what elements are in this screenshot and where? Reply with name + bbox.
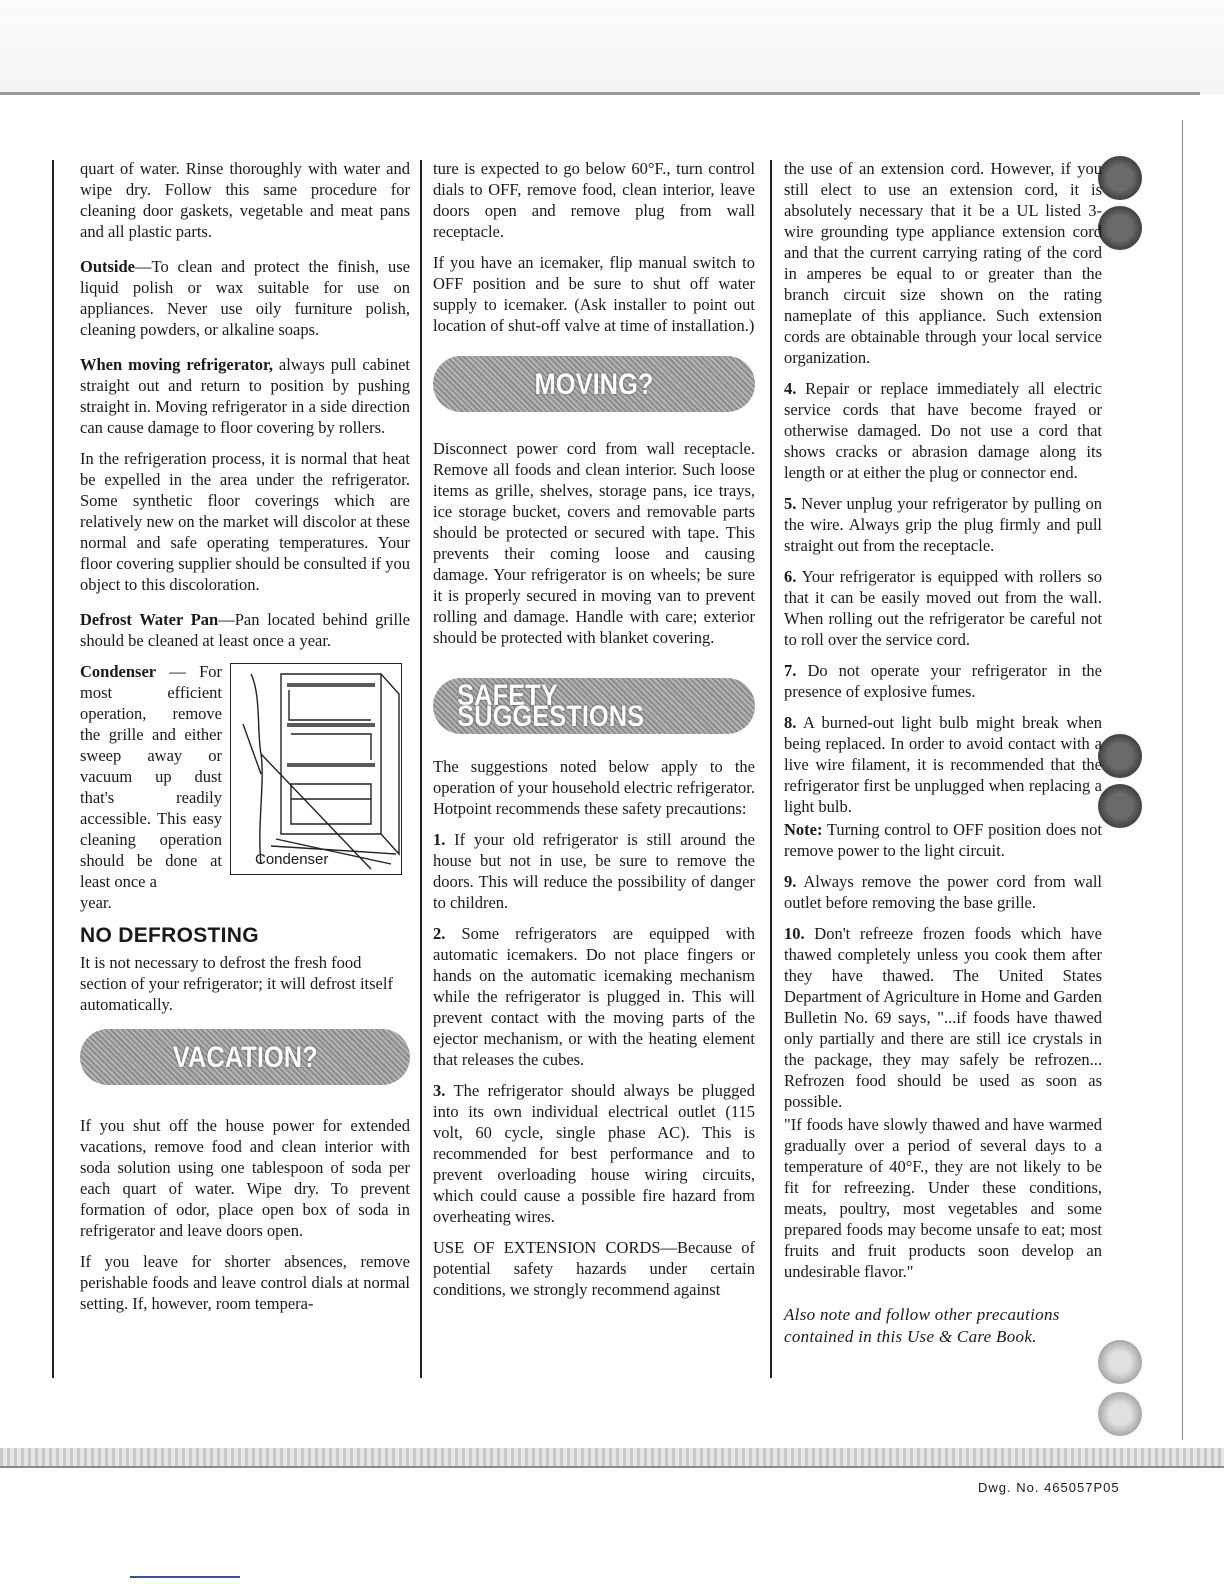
no-defrosting-paragraph: It is not necessary to defrost the fresh food section of your refrigerator; it will defrost itself automatically. bbox=[80, 953, 393, 1014]
icemaker-paragraph: If you have an icemaker, flip manual switch to OFF position and be sure to shut off water supply to icemaker. (Ask installer to point out location of shut-off valve at time of installation.) bbox=[433, 253, 755, 335]
right-margin-rule bbox=[1182, 120, 1183, 1440]
safety-item-4 bbox=[784, 378, 1102, 483]
item-3-text: The refrigerator should always be plugged into its own individual electrical outlet (115 volt, 60 cycle, single phase AC). This is recommended for best performance and to prevent overloading house wiring circuits, which could cause a possible fire hazard from overheating wires. bbox=[433, 1081, 755, 1226]
outside-paragraph bbox=[80, 256, 410, 340]
condenser-lead: Condenser bbox=[80, 662, 157, 681]
safety-item-3 bbox=[433, 1080, 755, 1227]
no-defrosting-heading: NO DEFROSTING bbox=[80, 924, 259, 947]
item-6-text: Your refrigerator is equipped with rollers so that it can be easily moved out from the wall. When rolling out the refrigerator be careful not to roll over the service cord. bbox=[784, 567, 1102, 649]
item-1-text: If your old refrigerator is still around the house but not in use, be sure to remove the doors. This will reduce the possibility of danger to children. bbox=[433, 830, 755, 912]
defrost-text: —Pan located behind grille should be cleaned at least once a year. bbox=[80, 610, 410, 650]
outside-text: —To clean and protect the finish, use liquid polish or wax suitable for use on appliances. Never use oily furniture polish, cleaning powders, or alkaline soaps. bbox=[80, 257, 410, 339]
item-3-number: 3. bbox=[433, 1081, 446, 1100]
item-4-number: 4. bbox=[784, 379, 797, 398]
extension-cord-paragraph: the use of an extension cord. However, if you still elect to use an extension cord, it is absolutely necessary that it be a UL listed 3-wire grounding type appliance extension cord and that the current carrying rating of the cord in amperes be equal to or greater than the branch circuit size shown on the rating nameplate of this appliance. Such extension cords are obtainable through your local service organization. bbox=[784, 159, 1102, 367]
outside-lead: Outside bbox=[80, 257, 136, 276]
safety-suggestions-banner-text: SAFETY SUGGESTIONS bbox=[457, 679, 645, 733]
safety-suggestions-banner bbox=[433, 678, 755, 734]
bottom-rule bbox=[0, 1466, 1224, 1468]
heat-paragraph: In the refrigeration process, it is normal that heat be expelled in the area under the refrigerator. Some synthetic floor coverings which are relatively new on the market will discolor at these normal and safe operating temperatures. Your floor covering supplier should be consulted if you object to this discoloration. bbox=[80, 449, 410, 594]
condenser-paragraph bbox=[80, 661, 222, 892]
condenser-figure-label: Condenser bbox=[255, 851, 329, 868]
binder-hole-5 bbox=[1098, 1340, 1142, 1384]
condenser-section bbox=[80, 661, 410, 913]
vacation-paragraph-2: If you leave for shorter absences, remove perishable foods and leave control dials at normal setting. If, however, room tempera- bbox=[80, 1252, 410, 1313]
extension-cords-paragraph: USE OF EXTENSION CORDS—Because of potential safety hazards under certain conditions, we strongly recommend against bbox=[433, 1238, 755, 1299]
item-2-text: Some refrigerators are equipped with automatic icemakers. Do not place fingers or hands on the automatic icemaking mechanism while the refrigerator is plugged in. This will prevent contact with the moving parts of the ejector mechanism, or with the heating element that releases the cubes. bbox=[433, 924, 755, 1069]
item-9-text: Always remove the power cord from wall outlet before removing the base grille. bbox=[784, 872, 1102, 912]
safety-item-1 bbox=[433, 829, 755, 913]
item-4-text: Repair or replace immediately all electric service cords that have become frayed or otherwise damaged. Do not use a cord that shows cracks or abrasion damage along its length or at either the plug or connector end. bbox=[784, 379, 1102, 482]
light-circuit-note bbox=[784, 819, 1102, 861]
moving-lead: When moving refrigerator, bbox=[80, 355, 273, 374]
usda-quote-paragraph: "If foods have slowly thawed and have warmed gradually over a period of several days to a temperature of 40°F., they are not likely to be fit for refreezing. Under these conditions, meats, poultry, most vegetables and some prepared foods may become unsafe to eat; most fruits and fruit products soon develop an undesirable flavor." bbox=[784, 1115, 1102, 1281]
column-rule-left bbox=[52, 160, 54, 1378]
defrost-lead: Defrost Water Pan bbox=[80, 610, 219, 629]
bottom-blue-rule bbox=[130, 1576, 240, 1578]
note-lead: Note: bbox=[784, 820, 823, 839]
binder-hole-2 bbox=[1098, 206, 1142, 250]
refrigerator-vacuum-drawing bbox=[231, 664, 401, 874]
drawing-number: Dwg. No. 465057P05 bbox=[978, 1480, 1120, 1495]
binder-hole-6 bbox=[1098, 1392, 1142, 1436]
item-9-number: 9. bbox=[784, 872, 797, 891]
safety-item-2 bbox=[433, 923, 755, 1070]
rinse-paragraph: quart of water. Rinse thoroughly with water and wipe dry. Follow this same procedure for cleaning door gaskets, vegetable and meat pans and all plastic parts. bbox=[80, 159, 410, 241]
safety-item-10 bbox=[784, 923, 1102, 1112]
condenser-illustration bbox=[230, 663, 402, 875]
item-6-number: 6. bbox=[784, 567, 797, 586]
condenser-text: — For most efficient operation, remove the grille and either sweep away or vacuum up dust that's readily accessible. This easy cleaning operation should be done at least once a bbox=[80, 662, 222, 891]
also-note-italic: Also note and follow other precautions contained in this Use & Care Book. bbox=[784, 1305, 1060, 1346]
safety-intro-paragraph: The suggestions noted below apply to the operation of your household electric refrigerator. Hotpoint recommends these safety precautions: bbox=[433, 757, 755, 818]
safety-item-9 bbox=[784, 871, 1102, 913]
moving-paragraph: Disconnect power cord from wall receptacle. Remove all foods and clean interior. Such loose items as grille, shelves, storage pans, ice trays, ice storage bucket, covers and removable parts should be protected or secured with tape. This prevents their coming loose and causing damage. Your refrigerator is on wheels; be sure it is properly secured in moving van to prevent rolling and damage. Handle with care; exterior should be protected with blanket covering. bbox=[433, 439, 755, 647]
column-2 bbox=[433, 158, 755, 1310]
column-3 bbox=[784, 158, 1102, 1348]
bottom-scan-band bbox=[0, 1448, 1224, 1468]
column-rule-2 bbox=[770, 160, 772, 1378]
note-text: Turning control to OFF position does not remove power to the light circuit. bbox=[784, 820, 1102, 860]
condenser-tail: year. bbox=[80, 893, 112, 912]
top-rule bbox=[0, 92, 1200, 95]
safety-item-6 bbox=[784, 566, 1102, 650]
column-1 bbox=[80, 158, 410, 1324]
safety-item-8 bbox=[784, 712, 1102, 817]
moving-text: always pull cabinet straight out and return to position by pushing straight in. Moving refrigerator in a side direction can cause damage to floor covering by rollers. bbox=[80, 355, 410, 437]
item-8-number: 8. bbox=[784, 713, 797, 732]
vacation-banner bbox=[80, 1029, 410, 1085]
binder-hole-1 bbox=[1098, 156, 1142, 200]
temperature-paragraph: ture is expected to go below 60°F., turn control dials to OFF, remove food, clean interior, leave doors open and remove plug from wall receptacle. bbox=[433, 159, 755, 241]
binder-hole-3 bbox=[1098, 734, 1142, 778]
binder-hole-4 bbox=[1098, 784, 1142, 828]
safety-item-7 bbox=[784, 660, 1102, 702]
vacation-paragraph-1: If you shut off the house power for extended vacations, remove food and clean interior with soda solution using one tablespoon of soda per each quart of water. Wipe dry. To prevent formation of odor, place open box of soda in refrigerator and leave doors open. bbox=[80, 1116, 410, 1240]
column-rule-1 bbox=[420, 160, 422, 1378]
item-7-number: 7. bbox=[784, 661, 797, 680]
item-10-number: 10. bbox=[784, 924, 805, 943]
item-2-number: 2. bbox=[433, 924, 446, 943]
vacation-banner-text: VACATION? bbox=[172, 1040, 318, 1074]
item-8-text: A burned-out light bulb might break when being replaced. In order to avoid contact with a live wire filament, it is recommended that the refrigerator first be unplugged when replacing a light bulb. bbox=[784, 713, 1102, 816]
top-scan-band bbox=[0, 0, 1224, 95]
item-7-text: Do not operate your refrigerator in the presence of explosive fumes. bbox=[784, 661, 1102, 701]
moving-banner bbox=[433, 356, 755, 412]
moving-banner-text: MOVING? bbox=[534, 367, 654, 401]
item-5-text: Never unplug your refrigerator by pulling on the wire. Always grip the plug firmly and pull straight out from the receptacle. bbox=[784, 494, 1102, 555]
defrost-paragraph bbox=[80, 609, 410, 651]
item-1-number: 1. bbox=[433, 830, 446, 849]
item-10-text: Don't refreeze frozen foods which have thawed completely unless you cook them after they have thawed. The United States Department of Agriculture in Home and Garden Bulletin No. 69 says, "...if foods have thawed only partially and there are still ice crystals in the package, they may safely be refrozen... Refrozen food should be used as soon as possible. bbox=[784, 924, 1102, 1111]
safety-item-5 bbox=[784, 493, 1102, 556]
item-5-number: 5. bbox=[784, 494, 797, 513]
moving-refrigerator-paragraph bbox=[80, 354, 410, 438]
